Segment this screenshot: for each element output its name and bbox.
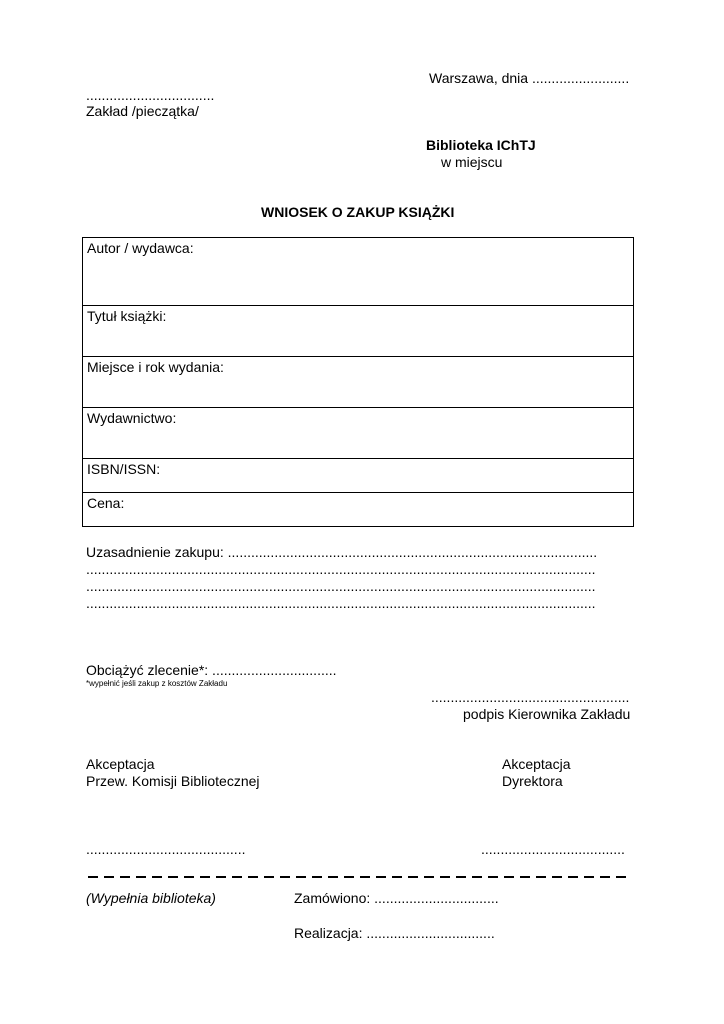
- charge-order-field: Obciążyć zlecenie*: ................................: [86, 662, 337, 678]
- field-publisher-label: Wydawnictwo:: [87, 410, 177, 426]
- director-signature-dots: .....................................: [481, 841, 625, 857]
- justification-line-3: ...................................................................................................................................: [86, 595, 596, 611]
- field-author-label: Autor / wydawca:: [87, 240, 194, 256]
- justification-label: Uzasadnienie zakupu: ...............................................................................................: [86, 544, 598, 560]
- stamp-dots: .................................: [86, 87, 215, 103]
- recipient-name: Biblioteka IChTJ: [426, 137, 536, 153]
- head-signature-dots: ...................................................: [431, 689, 630, 705]
- justification-line-1: ...................................................................................................................................: [86, 561, 596, 577]
- justification-line-2: ...................................................................................................................................: [86, 578, 596, 594]
- field-place-year[interactable]: [83, 357, 633, 408]
- form-title: WNIOSEK O ZAKUP KSIĄŻKI: [261, 204, 455, 220]
- field-price[interactable]: [83, 493, 633, 526]
- committee-signature-dots: .........................................: [86, 841, 246, 857]
- field-price-label: Cena:: [87, 495, 125, 511]
- field-author[interactable]: [83, 238, 633, 306]
- field-place-year-label: Miejsce i rok wydania:: [87, 359, 224, 375]
- field-isbn-label: ISBN/ISSN:: [87, 461, 161, 477]
- field-isbn[interactable]: [83, 459, 633, 493]
- place-date: Warszawa, dnia .........................: [429, 70, 630, 86]
- stamp-label: Zakład /pieczątka/: [86, 103, 199, 119]
- field-publisher[interactable]: [83, 408, 633, 459]
- head-signature-label: podpis Kierownika Zakładu: [463, 706, 631, 722]
- cut-line-divider: [88, 876, 632, 878]
- library-section-label: (Wypełnia biblioteka): [86, 890, 216, 906]
- recipient-location: w miejscu: [441, 154, 503, 170]
- ordered-field: Zamówiono: ................................: [294, 890, 499, 906]
- field-title-label: Tytuł książki:: [87, 308, 167, 324]
- acceptance-director-title: Akceptacja: [502, 756, 571, 772]
- acceptance-director-role: Dyrektora: [502, 773, 563, 789]
- field-title[interactable]: [83, 306, 633, 357]
- acceptance-committee-title: Akceptacja: [86, 756, 155, 772]
- charge-footnote: *wypełnić jeśli zakup z kosztów Zakładu: [86, 679, 228, 688]
- realization-field: Realizacja: .................................: [294, 925, 495, 941]
- book-details-table: [82, 237, 634, 527]
- acceptance-committee-role: Przew. Komisji Bibliotecznej: [86, 773, 260, 789]
